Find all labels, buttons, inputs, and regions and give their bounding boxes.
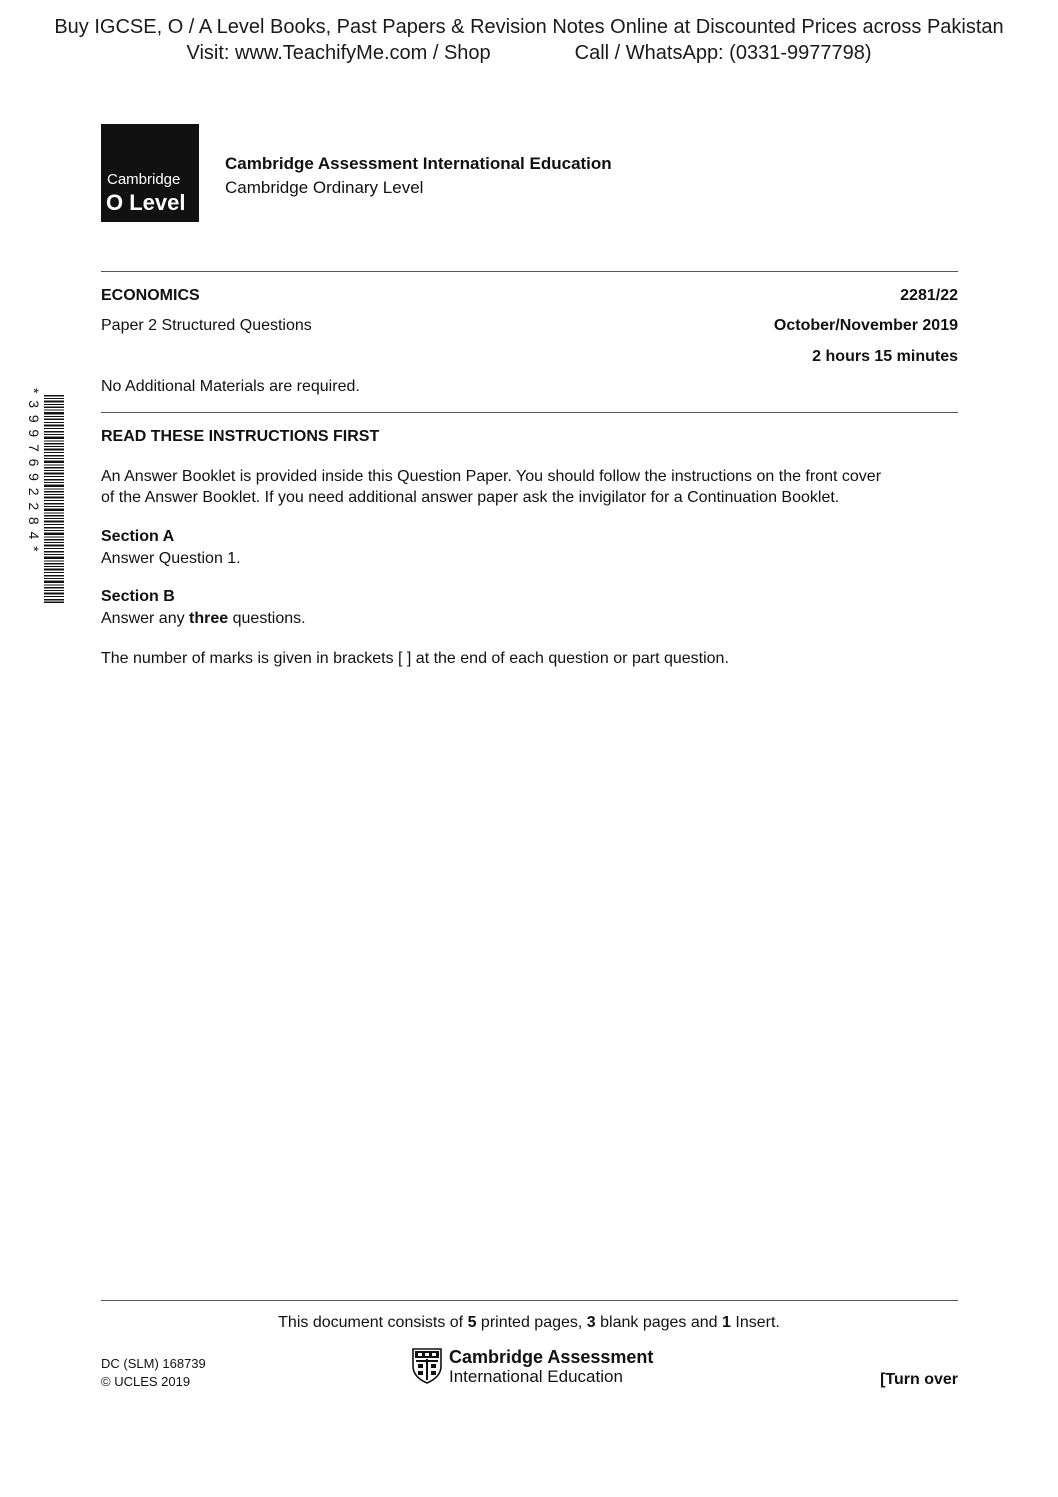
section-a-title: Section A bbox=[101, 528, 175, 545]
printed-count: 5 bbox=[467, 1314, 477, 1331]
document-ref: DC (SLM) 168739 bbox=[101, 1356, 206, 1371]
marks-note: The number of marks is given in brackets [ ] at the end of each question or part question. bbox=[101, 650, 729, 667]
section-a-text: Answer Question 1. bbox=[101, 550, 241, 567]
logo-line1: Cambridge bbox=[107, 171, 181, 188]
exam-code: 2281/22 bbox=[900, 287, 958, 304]
exam-paper: Paper 2 Structured Questions bbox=[101, 317, 312, 334]
promo-banner-line2 bbox=[0, 42, 1058, 65]
barcode-text-wrapper bbox=[22, 388, 48, 612]
instructions-intro bbox=[101, 466, 961, 508]
cambridge-assessment-line2: International Education bbox=[449, 1367, 623, 1386]
logo-line2: O Level bbox=[106, 190, 186, 215]
cambridge-crest-icon bbox=[412, 1348, 442, 1384]
divider-top bbox=[101, 271, 958, 272]
barcode-number: *3997692284* bbox=[26, 388, 42, 559]
organization-name: Cambridge Assessment International Education bbox=[225, 154, 612, 173]
promo-visit: Visit: www.TeachifyMe.com / Shop bbox=[186, 42, 491, 64]
pages-pre: This document consists of bbox=[278, 1314, 468, 1331]
intro-line2: of the Answer Booklet. If you need additional answer paper ask the invigilator for a Continuation Booklet. bbox=[101, 489, 840, 506]
section-b-text bbox=[101, 608, 961, 629]
exam-materials: No Additional Materials are required. bbox=[101, 378, 360, 395]
printed-label: printed pages, bbox=[476, 1314, 587, 1331]
exam-subject: ECONOMICS bbox=[101, 287, 200, 304]
organization-level: Cambridge Ordinary Level bbox=[225, 178, 424, 197]
exam-session: October/November 2019 bbox=[773, 317, 958, 334]
blank-label: blank pages and bbox=[595, 1314, 723, 1331]
section-b-pre: Answer any bbox=[101, 610, 190, 627]
divider-middle bbox=[101, 412, 958, 413]
instructions-heading: READ THESE INSTRUCTIONS FIRST bbox=[101, 428, 380, 445]
insert-count: 1 bbox=[722, 1314, 731, 1331]
intro-line1: An Answer Booklet is provided inside this Question Paper. You should follow the instructions on the front cover bbox=[101, 468, 882, 485]
cambridge-o-level-logo bbox=[101, 124, 199, 222]
cambridge-assessment-line1: Cambridge Assessment bbox=[449, 1347, 654, 1367]
section-b-post: questions. bbox=[228, 610, 306, 627]
insert-label: Insert. bbox=[730, 1314, 780, 1331]
promo-call: Call / WhatsApp: (0331-9977798) bbox=[574, 42, 872, 64]
blank-count: 3 bbox=[586, 1314, 596, 1331]
pages-summary bbox=[0, 1314, 1058, 1332]
section-b-bold: three bbox=[189, 610, 229, 627]
divider-footer bbox=[101, 1300, 958, 1301]
copyright: © UCLES 2019 bbox=[101, 1374, 191, 1389]
promo-banner-line1: Buy IGCSE, O / A Level Books, Past Papers & Revision Notes Online at Discounted Prices across Pakistan bbox=[54, 16, 1004, 38]
exam-duration: 2 hours 15 minutes bbox=[812, 348, 958, 365]
section-b-title: Section B bbox=[101, 588, 175, 605]
turn-over: [Turn over bbox=[880, 1371, 958, 1388]
